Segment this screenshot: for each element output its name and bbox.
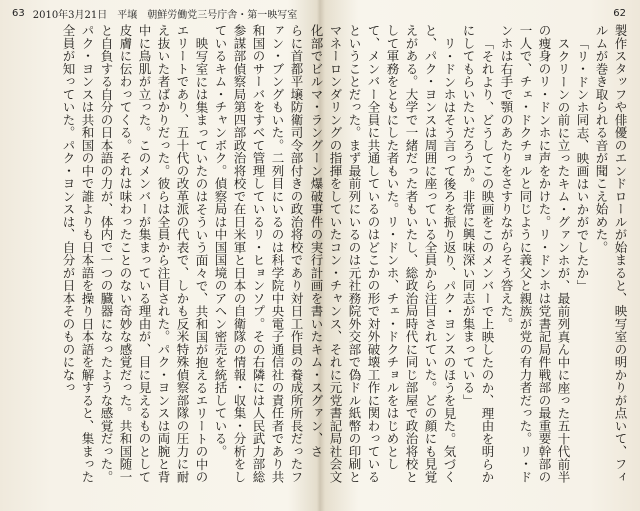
- paragraph: らに首都平壌防衛司令部付きの政治将校であり対日工作員の養成所所長だったファン・ブングもいた。二列目にいるのは科学院中央電子通信社の責任者であり共和国のサーバをすべて管理しているリ・ヒョンソプ。その右隣には人民武力部総参謀部偵察局第四部政治将校で在日米軍と日本の自衛隊の情報・収集・分析をしているキム・チャンボク。偵察局は中国国境のアヘン密売を統括している。: [213, 24, 304, 483]
- paragraph: 製作スタッフや俳優のエンドロールが始まると、映写室の明かりが点いて、フィルムが巻き取られる音が聞こえ始めた。: [594, 24, 628, 483]
- right-page-body: [309, 24, 630, 493]
- running-head: 2010年3月21日 平壌 朝鮮労働党三号庁舎・第一映写室: [32, 9, 298, 21]
- dialogue-line: 「リ・ドンホ同志、映画はいかがでしたか」: [575, 36, 590, 292]
- left-page-header: [12, 4, 297, 22]
- right-page-header: [613, 4, 626, 22]
- paragraph: スクリーンの前に立ったキム・グァンホが、最前列真ん中に座った五十代前半の痩身のリ・ドンホに声をかけた。リ・ドンホは党書記局件戦部の最重要幹部の一人で、チェ・ドクチョルと同じように義父と親族が党の有力者だった。リ・ドンホは右手で顎のあたりをさすりながらそう答えた。: [499, 24, 571, 483]
- left-page: [0, 0, 318, 511]
- page-number: 62: [613, 7, 626, 19]
- right-page: [309, 0, 640, 511]
- paragraph: リ・ドンホはそう言って後ろを振り返り、パク・ヨンスのほうを見た。気づくと、パク・ヨンスは周囲に座っている全員から注目されていた。どの顔にも見覚えがある。大学で一緒だった者もいたし、総政治局時代に同じ部屋で政治将校として軍務をともにした者もいた。リ・ドンホ、チェ・ドクチョルをはじめとして、メンバー全員に共通しているのはどこかの形で対外破壊工作に関わっているということだった。まず最前列にいるのは元社務院外交部で偽ドル紙幣の印刷とマネーロンダリングの指揮をしていたコン・チャンス、それに元党書記局社会文化部でビルマ・ラングーン爆破事件の実行計画を書いたキム・スグァン、さ: [309, 24, 457, 483]
- page-number: 63: [12, 7, 25, 19]
- dialogue-line: 「それより、どうしてこの映画をこのメンバーで上映したのか、理由を明らかにしてもらいたいだろうか。非常に興味深い同志が集まっている」: [461, 24, 495, 483]
- paragraph: 映写室には集まっていたのはそういう面々で、共和国が抱えるエリートの中のエリートであり、五十代の改革派の代表で、しかも反米特殊偵察部隊の圧力に耐え抜いた者ばかりだった。彼らは全員から注目された。パク・ヨンスは両腕と背中に鳥肌が立った。このメンバーが集まっている理由が、目に見えるものとして皮膚に伝わってくる。それは味わったことのない奇妙な感覚だった。共和国随一と自負する自分の日本語の力が、体内で一つの臓器になったような感覚だった。パク・ヨンスは共和国の中で誰よりも日本語を操り日本語を解すると、集まった全員が知っていた。パク・ヨンスは、自分が日本そのものになっ: [61, 24, 209, 483]
- left-page-body: [10, 24, 306, 493]
